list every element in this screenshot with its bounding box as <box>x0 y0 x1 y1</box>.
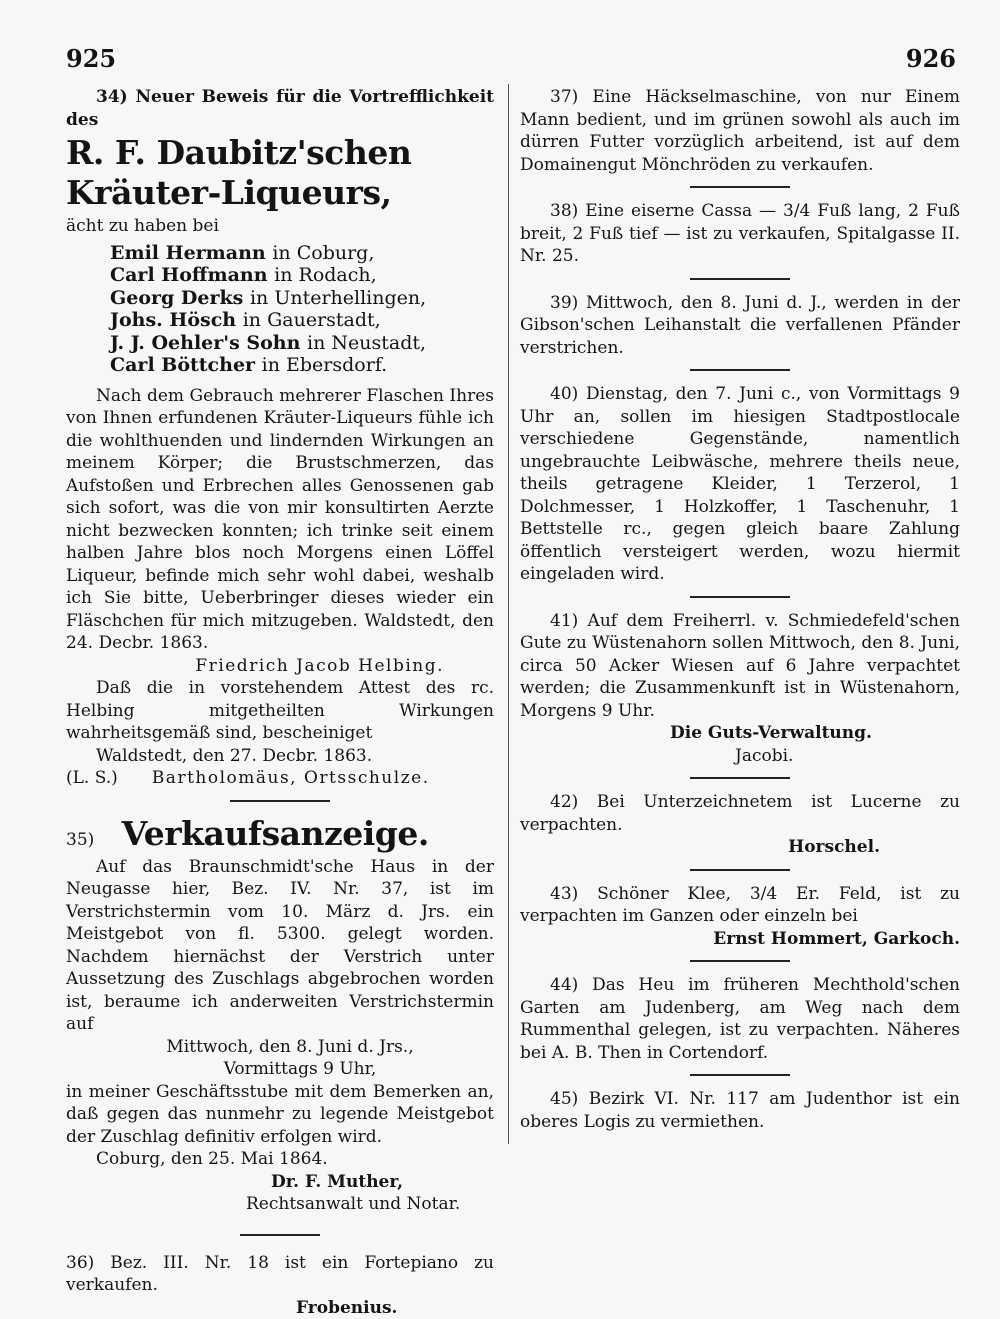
right-column <box>520 86 960 1133</box>
ad-36-text: 36) Bez. III. Nr. 18 ist ein Fortepiano zu verkaufen. <box>66 1252 494 1297</box>
ad-35-signer: Dr. F. Muther, <box>66 1171 494 1194</box>
ad-42-text: 42) Bei Unterzeichnetem ist Lucerne zu verpachten. <box>520 791 960 836</box>
separator <box>690 186 790 188</box>
ad-41-name: Jacobi. <box>520 745 960 768</box>
ad-40: 40) Dienstag, den 7. Juni c., von Vormittags 9 Uhr an, sollen im hiesigen Stadtpostlocale verschiedene Gegenstände, namentlich ungebrauchte Leibwäsche, mehrere theils neue, theils getragene Kleider, 1 Terzerol, 1 Dolchmesser, 1 Holzkoffer, 1 Taschenuhr, 1 Bettstelle rc., gegen gleich baare Zahlung öffentlich versteigert werden, wozu hiermit eingeladen wird. <box>520 383 960 586</box>
ad-37: 37) Eine Häckselmaschine, von nur Einem Mann bedient, und im grünen sowohl als auch im dürren Futter vorzüglich arbeitend, ist auf dem Domainengut Mönchröden zu verkaufen. <box>520 86 960 176</box>
ad-35-body2: in meiner Geschäftsstube mit dem Bemerken an, daß gegen das nunmehr zu legende Meistgebot der Zuschlag definitiv erfolgen wird. <box>66 1081 494 1149</box>
vendor-item: Emil Hermann in Coburg, <box>110 242 494 265</box>
vendor-item: Georg Derks in Unterhellingen, <box>110 287 494 310</box>
ad-35-date-line: Mittwoch, den 8. Juni d. Jrs., <box>66 1036 494 1059</box>
ad-35-place-date: Coburg, den 25. Mai 1864. <box>66 1148 494 1171</box>
separator <box>690 369 790 371</box>
ad-43 <box>520 883 960 951</box>
ad-34-attest: Daß die in vorstehendem Attest des rc. Helbing mitgetheilten Wirkungen wahrheitsgemäß sind, bescheiniget <box>66 677 494 745</box>
ad-38: 38) Eine eiserne Cassa — 3/4 Fuß lang, 2 Fuß breit, 2 Fuß tief — ist zu verkaufen, Spitalgasse II. Nr. 25. <box>520 200 960 268</box>
ad-35-number: 35) <box>66 830 94 850</box>
ad-34-official: Bartholomäus, Ortsschulze. <box>152 768 430 788</box>
separator <box>690 1074 790 1076</box>
separator <box>230 800 330 802</box>
separator <box>690 278 790 280</box>
ad-35-body: Auf das Braunschmidt'sche Haus in der Neugasse hier, Bez. IV. Nr. 37, ist im Verstrichstermin vom 10. März d. Jrs. ein Meistgebot von fl. 5300. gelegt worden. Nachdem hiernächst der Verstrich unter Aussetzung des Zuschlags abgebrochen worden ist, beraume ich anderweiten Verstrichstermin auf <box>66 856 494 1036</box>
ad-43-text: 43) Schöner Klee, 3/4 Er. Feld, ist zu verpachten im Ganzen oder einzeln bei <box>520 883 960 928</box>
ad-41-signer: Die Guts-Verwaltung. <box>520 722 960 745</box>
left-column <box>66 86 494 1319</box>
ad-36-signer: Frobenius. <box>66 1297 494 1319</box>
separator <box>240 1234 320 1236</box>
ad-34-official-line <box>66 767 494 790</box>
separator <box>690 596 790 598</box>
vendor-item: J. J. Oehler's Sohn in Neustadt, <box>110 332 494 355</box>
ad-35-time-line: Vormittags 9 Uhr, <box>66 1058 494 1081</box>
page-number-right: 926 <box>906 44 956 73</box>
ad-39: 39) Mittwoch, den 8. Juni d. J., werden in der Gibson'schen Leihanstalt die verfallenen Pfänder verstrichen. <box>520 292 960 360</box>
ad-45: 45) Bezirk VI. Nr. 117 am Judenthor ist ein oberes Logis zu vermiethen. <box>520 1088 960 1133</box>
vendor-item: Johs. Hösch in Gauerstadt, <box>110 309 494 332</box>
ad-34-headline: R. F. Daubitz'schen Kräuter-Liqueurs, <box>66 133 494 213</box>
separator <box>690 777 790 779</box>
vendor-item: Carl Hoffmann in Rodach, <box>110 264 494 287</box>
ad-42 <box>520 791 960 859</box>
ad-34-intro: 34) Neuer Beweis für die Vortrefflichkeit des <box>66 86 494 131</box>
ad-34-sold-at: ächt zu haben bei <box>66 215 494 238</box>
ad-35 <box>66 814 494 1216</box>
ad-43-signer: Ernst Hommert, Garkoch. <box>520 928 960 951</box>
ad-34-testimonial: Nach dem Gebrauch mehrerer Flaschen Ihres von Ihnen erfundenen Kräuter-Liqueurs fühle ich die wohlthuenden und lindernden Wirkungen an meinem Körper; die Brustschmerzen, das Aufstoßen und Erbrechen alles Genossenen gab sich sofort, was die von mir konsultirten Aerzte nicht bezwecken konnten; ich trinke seit einem halben Jahre blos noch Morgens einen Löffel Liqueur, befinde mich sehr wohl dabei, weshalb ich Sie bitte, Ueberbringer dieses wieder ein Fläschchen für mich mitzugeben. Waldstedt, den 24. Decbr. 1863. <box>66 385 494 655</box>
ad-35-headline: Verkaufsanzeige. <box>122 814 429 853</box>
separator <box>690 869 790 871</box>
ad-34-signer: Friedrich Jacob Helbing. <box>66 655 494 678</box>
ad-34 <box>66 86 494 790</box>
vendor-item: Carl Böttcher in Ebersdorf. <box>110 354 494 377</box>
column-divider <box>508 84 509 1144</box>
ad-35-heading <box>66 814 494 854</box>
ad-36 <box>66 1252 494 1319</box>
ad-34-attest-place: Waldstedt, den 27. Decbr. 1863. <box>66 745 494 768</box>
separator <box>690 960 790 962</box>
ad-41-text: 41) Auf dem Freiherrl. v. Schmiedefeld'schen Gute zu Wüstenahorn sollen Mittwoch, den 8. Juni, circa 50 Acker Wiesen auf 6 Jahre verpachtet werden; die Zusammenkunft ist in Wüstenahorn, Morgens 9 Uhr. <box>520 610 960 723</box>
ad-35-title: Rechtsanwalt und Notar. <box>66 1193 494 1216</box>
ad-44: 44) Das Heu im früheren Mechthold'schen Garten am Judenberg, am Weg nach dem Rummenthal gelegen, ist zu verpachten. Näheres bei A. B. Then in Cortendorf. <box>520 974 960 1064</box>
ad-42-signer: Horschel. <box>520 836 960 859</box>
vendor-list <box>66 242 494 377</box>
ad-41 <box>520 610 960 768</box>
seal-mark: (L. S.) <box>66 768 118 788</box>
page-number-left: 925 <box>66 44 116 73</box>
